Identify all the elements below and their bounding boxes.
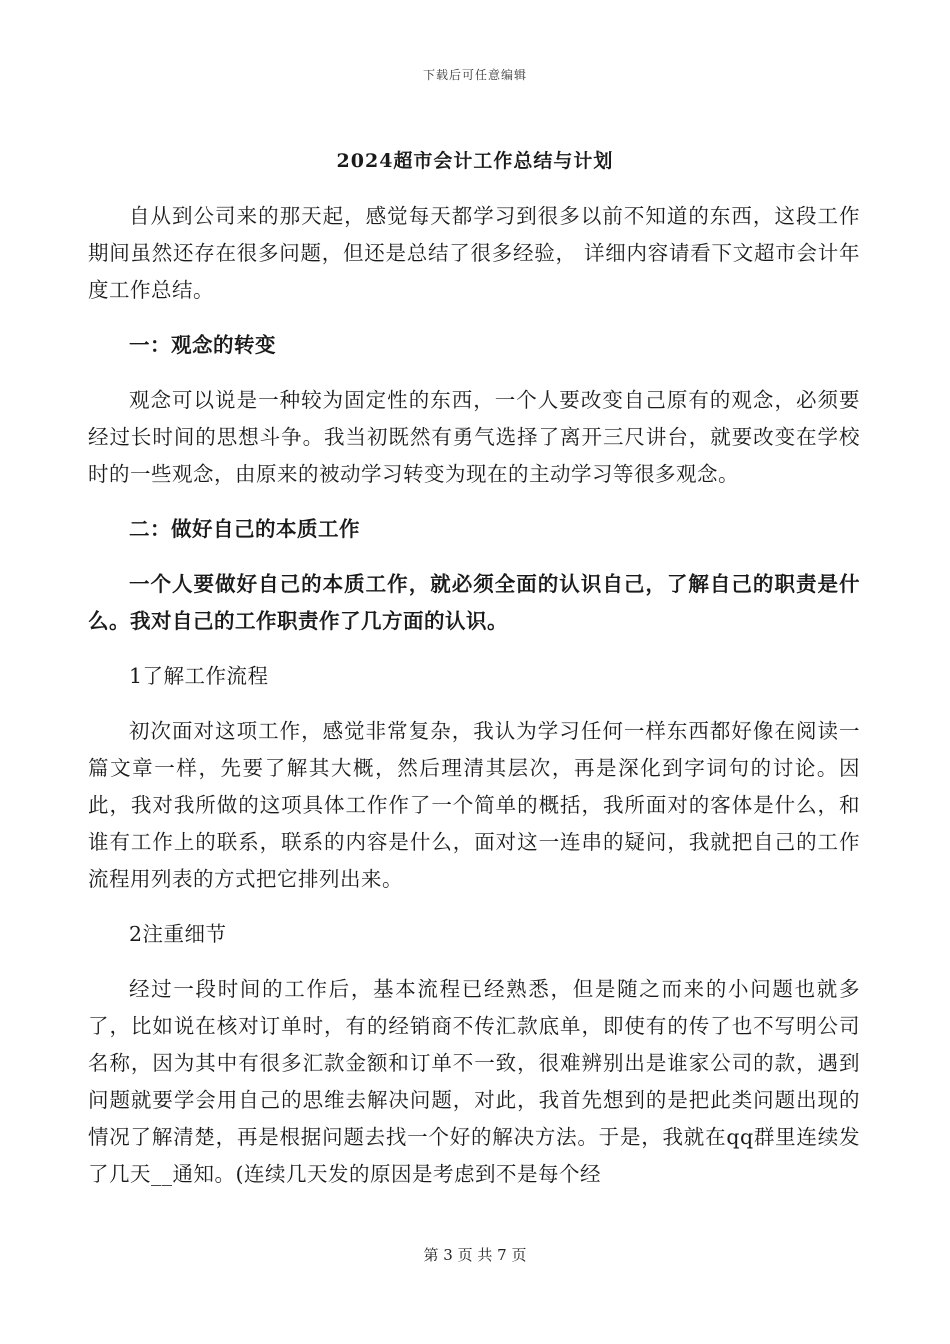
subheading-1: 1了解工作流程 <box>129 664 269 688</box>
subheading-2: 2注重细节 <box>129 922 227 946</box>
section-1-paragraph: 观念可以说是一种较为固定性的东西，一个人要改变自己原有的观念，必须要经过长时间的思想斗争。我当初既然有勇气选择了离开三尺讲台，就要改变在学校时的一些观念，由原来的被动学习转变为现在的主动学习等很多观念。 <box>88 388 860 486</box>
intro-paragraph: 自从到公司来的那天起，感觉每天都学习到很多以前不知道的东西，这段工作期间虽然还存在很多问题，但还是总结了很多经验， 详细内容请看下文超市会计年度工作总结。 <box>88 204 860 302</box>
section-2-bold-paragraph: 一个人要做好自己的本质工作，就必须全面的认识自己，了解自己的职责是什么。我对自己的工作职责作了几方面的认识。 <box>88 572 860 633</box>
section-heading-2: 二：做好自己的本质工作 <box>129 517 360 541</box>
document-body <box>88 198 860 1211</box>
subsection-2-paragraph: 经过一段时间的工作后，基本流程已经熟悉，但是随之而来的小问题也就多了，比如说在核对订单时，有的经销商不传汇款底单，即使有的传了也不写明公司名称，因为其中有很多汇款金额和订单不一致，很难辨别出是谁家公司的款，遇到问题就要学会用自己的思维去解决问题，对此，我首先想到的是把此类问题出现的情况了解清楚，再是根据问题去找一个好的解决方法。于是，我就在qq群里连续发了几天__通知。(连续几天发的原因是考虑到不是每个经 <box>88 977 860 1186</box>
header-note: 下载后可任意编辑 <box>422 68 527 82</box>
section-heading-1: 一：观念的转变 <box>129 333 276 357</box>
page-number-footer: 第 3 页 共 7 页 <box>423 1246 527 1264</box>
subsection-1-paragraph: 初次面对这项工作，感觉非常复杂，我认为学习任何一样东西都好像在阅读一篇文章一样，先要了解其大概，然后理清其层次，再是深化到字词句的讨论。因此，我对我所做的这项具体工作作了一个简单的概括，我所面对的客体是什么，和谁有工作上的联系，联系的内容是什么，面对这一连串的疑问，我就把自己的工作流程用列表的方式把它排列出来。 <box>88 719 860 891</box>
document-title: 2024超市会计工作总结与计划 <box>336 150 614 172</box>
